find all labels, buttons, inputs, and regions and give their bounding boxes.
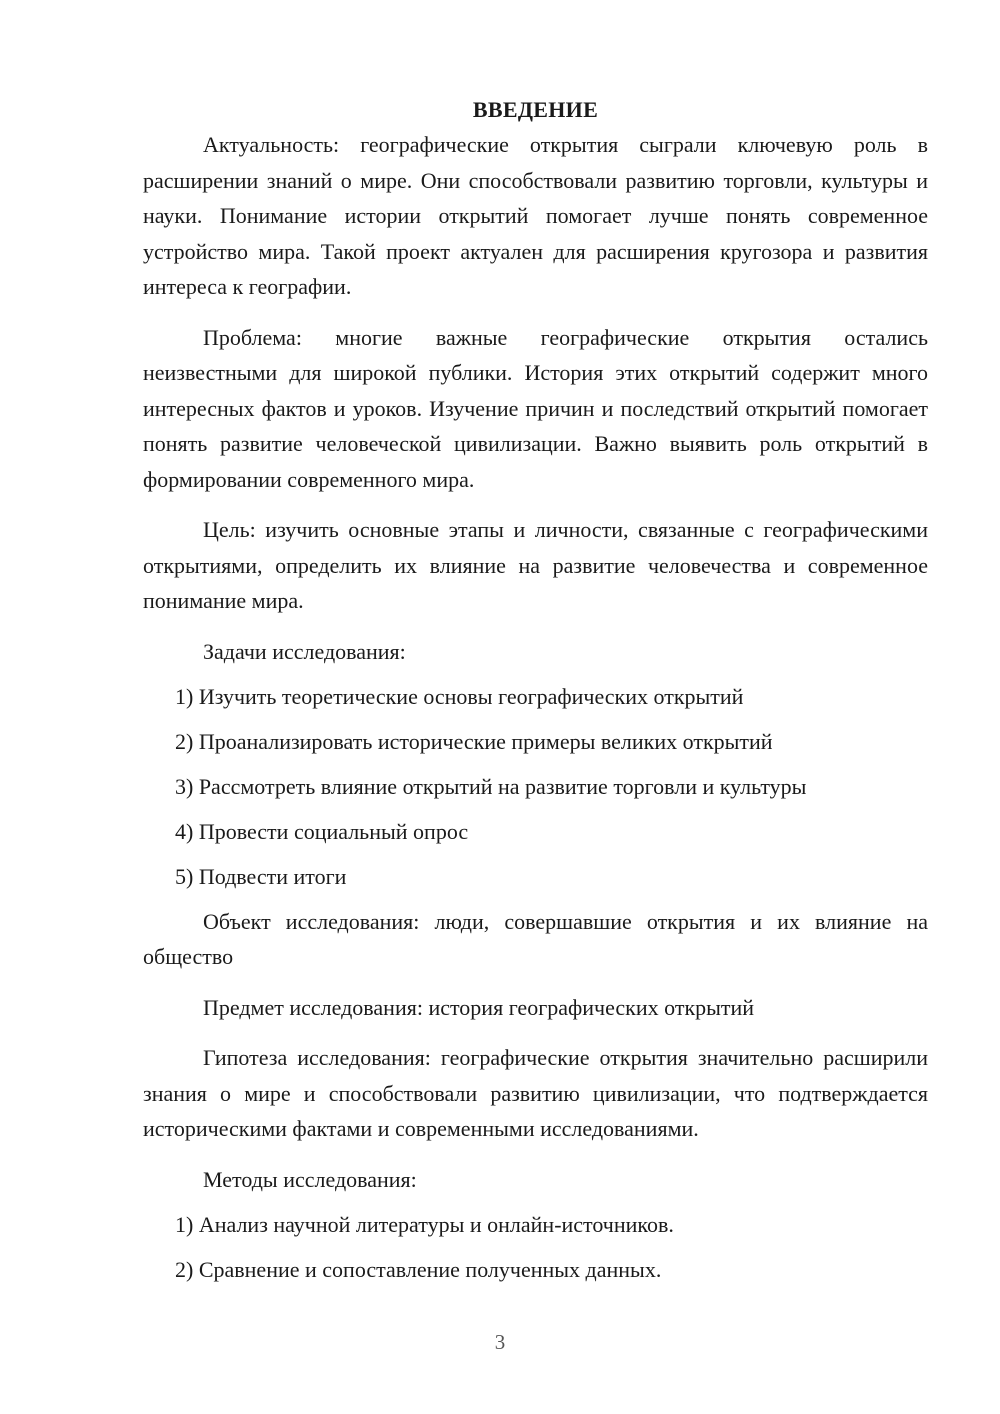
- task-item-2: 2) Проанализировать исторические примеры великих открытий: [175, 728, 773, 754]
- goal-paragraph: Цель: изучить основные этапы и личности, связанные с географическими открытиями, определить их влияние на развитие человечества и современное понимание мира.: [143, 517, 928, 613]
- methods-label: Методы исследования:: [203, 1166, 417, 1192]
- relevance-paragraph: Актуальность: географические открытия сыграли ключевую роль в расширении знаний о мире. Они способствовали развитию торговли, культуры и науки. Понимание истории открытий помогает лучше понять современное устройство мира. Такой проект актуален для расширения кругозора и развития интереса к географии.: [143, 132, 928, 299]
- hypothesis-paragraph: Гипотеза исследования: географические открытия значительно расширили знания о мире и способствовали развитию цивилизации, что подтверждается историческими фактами и современными исследованиями.: [143, 1045, 928, 1141]
- method-item-1: 1) Анализ научной литературы и онлайн-источников.: [175, 1211, 674, 1237]
- tasks-label: Задачи исследования:: [203, 638, 406, 664]
- page-number: 3: [494, 1330, 506, 1354]
- method-item-2: 2) Сравнение и сопоставление полученных данных.: [175, 1256, 662, 1282]
- subject-paragraph: Предмет исследования: история географических открытий: [203, 994, 755, 1020]
- page-title: ВВЕДЕНИЕ: [472, 97, 599, 122]
- task-item-5: 5) Подвести итоги: [175, 863, 347, 889]
- task-item-1: 1) Изучить теоретические основы географических открытий: [175, 683, 744, 709]
- document-page: [143, 92, 928, 1297]
- problem-paragraph: Проблема: многие важные географические открытия остались неизвестными для широкой публики. История этих открытий содержит много интересных фактов и уроков. Изучение причин и последствий открытий помогает понять развитие человеческой цивилизации. Важно выявить роль открытий в формировании современного мира.: [143, 324, 928, 492]
- task-item-3: 3) Рассмотреть влияние открытий на развитие торговли и культуры: [175, 773, 807, 799]
- task-item-4: 4) Провести социальный опрос: [175, 818, 469, 844]
- object-paragraph: Объект исследования: люди, совершавшие открытия и их влияние на общество: [143, 908, 928, 969]
